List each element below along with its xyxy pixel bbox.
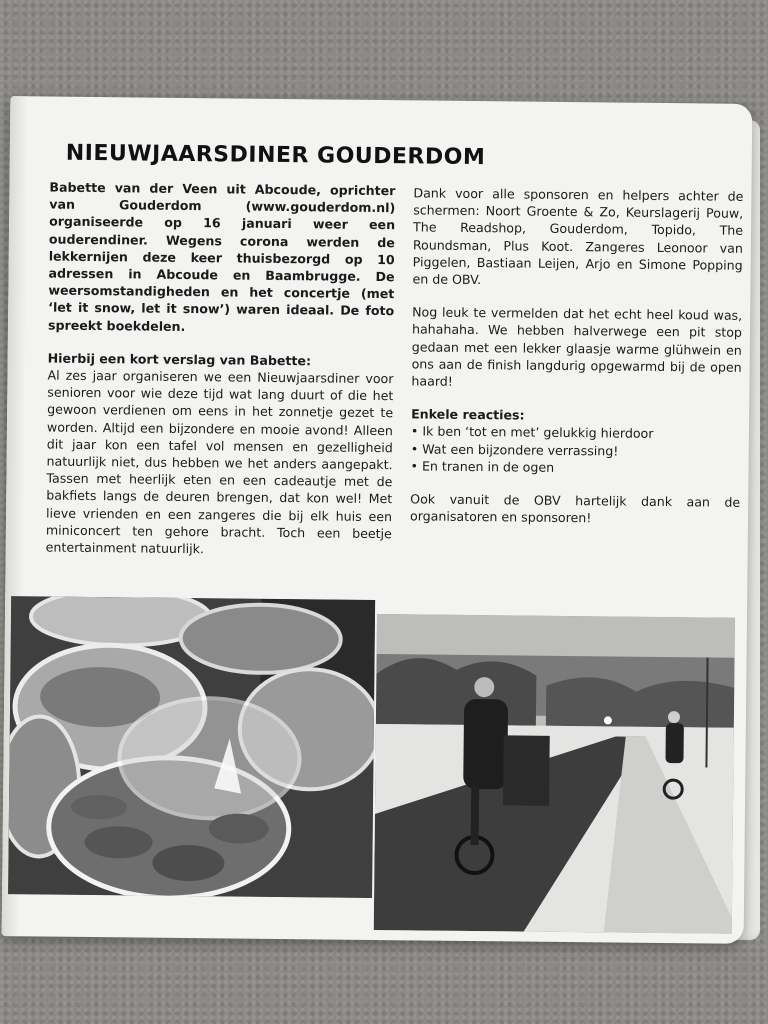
article-title: NIEUWJAARSDINER GOUDERDOM	[65, 140, 486, 171]
right-column	[410, 184, 744, 544]
report-text: Al zes jaar organiseren we een Nieuwjaarsdiner voor senioren voor wie deze tijd wat lang duurt of die het gewoon verdienen om eens in het zonnetje gezet te worden. Altijd een bijzondere en mooie avond! Alleen dit jaar kon een tafel vol mensen en gezelligheid natuurlijk niet, dus hebben we het anders aangepakt. Tassen met heerlijk eten en een cadeautje met de bakfiets langs de deuren brengen, dat kon wel! Met lieve vrienden en een zangeres die bij elk huis een miniconcert ten gehore bracht. Toch een beetje entertainment natuurlijk.	[45, 367, 394, 557]
snowy-road-illustration	[374, 614, 735, 934]
thanks-paragraph: Dank voor alle sponsoren en helpers achter de schermen: Noort Groente & Zo, Keurslagerij Pouw, The Readshop, Gouderdom, Topido, The Roundsman, Plus Koot. Zangeres Leonoor van Piggelen, Bastiaan Leijen, Arjo en Simone Popping en de OBV.	[412, 185, 744, 288]
food-containers-photo	[8, 596, 375, 898]
left-column	[46, 179, 396, 560]
cold-paragraph: Nog leuk te vermelden dat het echt heel koud was, hahahaha. We hebben halverwege een pit stop gedaan met een lekker glaasje warme glühwein en ons aan de finish langdurig opgewarmd bij de open haard!	[411, 304, 743, 389]
food-containers-illustration	[8, 596, 375, 898]
reaction-item: • Wat een bijzondere verrassing!	[411, 440, 741, 461]
reactions-heading: Enkele reacties:	[411, 406, 525, 423]
closing-paragraph: Ook vanuit de OBV hartelijk dank aan de organisatoren en sponsoren!	[409, 491, 741, 526]
report-subheading: Hierbij een kort verslag van Babette:	[47, 350, 312, 369]
reaction-item: • En tranen in de ogen	[410, 457, 740, 478]
magazine-page	[2, 96, 753, 944]
snowy-road-cyclists-photo	[374, 614, 735, 934]
reactions-list	[410, 423, 741, 478]
reaction-item: • Ik ben ‘tot en met’ gelukkig hierdoor	[411, 423, 741, 444]
article-intro: Babette van der Veen uit Abcoude, oprichter van Gouderdom (www.gouderdom.nl) organiseerde op 16 januari weer een ouderendiner. Wegens corona werden de lekkernijen deze keer thuisbezorgd op 10 adressen in Abcoude en Baambrugge. De weersomstandigheden en het concertje (met ‘let it snow, let it snow’) waren ideaal. De foto spreekt boekdelen.	[47, 179, 396, 334]
